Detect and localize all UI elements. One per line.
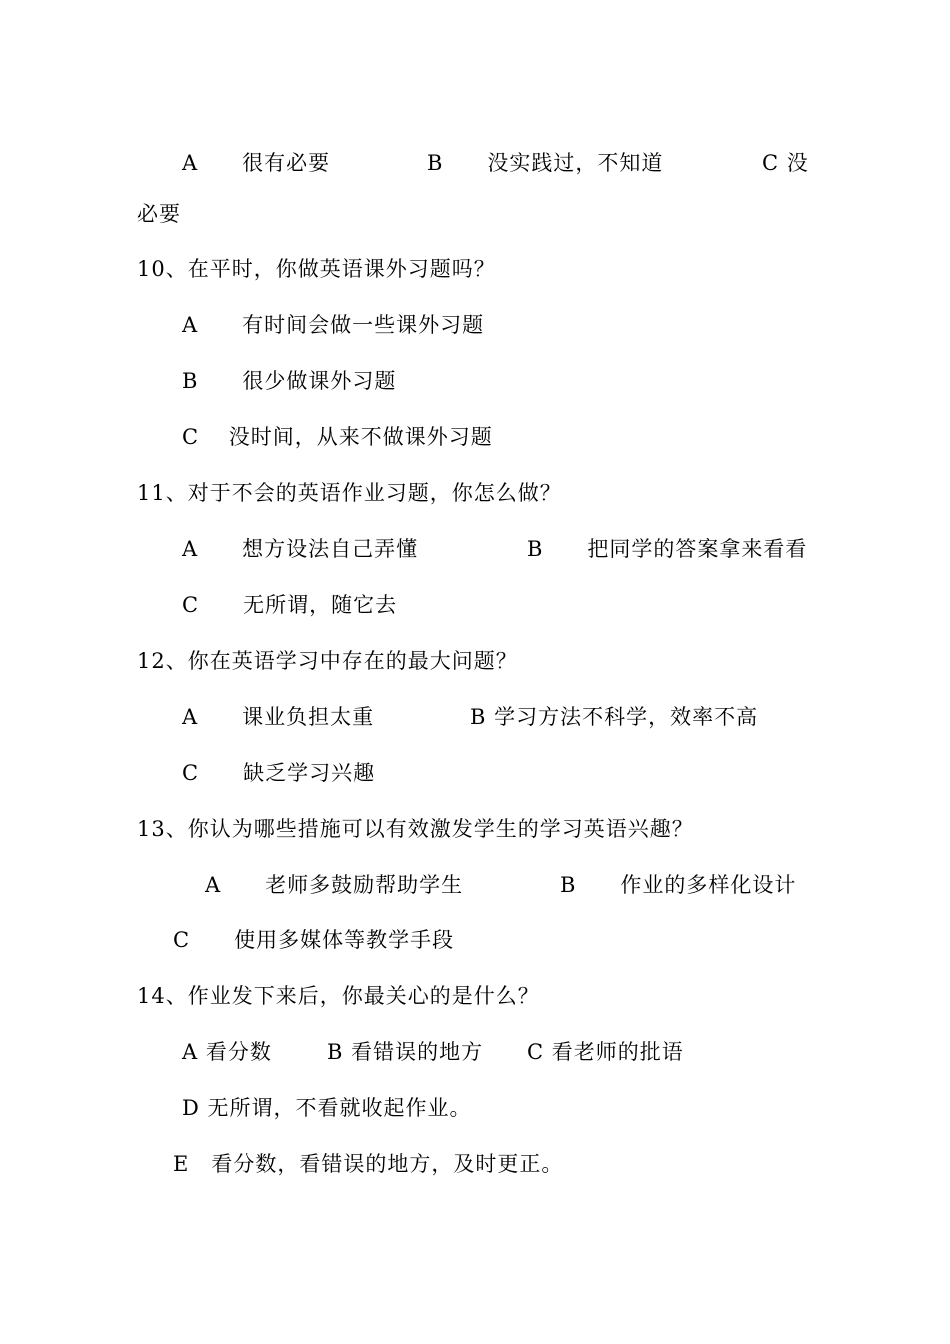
q9-option-c-continued: 必要 [137, 202, 181, 226]
q13-option-c: C 使用多媒体等教学手段 [173, 928, 455, 952]
question-12: 12、你在英语学习中存在的最大问题？ [137, 649, 518, 673]
q13-option-a: A 老师多鼓励帮助学生 [205, 873, 464, 897]
q12-option-c: C 缺乏学习兴趣 [182, 761, 376, 785]
q12-option-b: B 学习方法不科学，效率不高 [470, 705, 759, 729]
q11-option-a: A 想方设法自己弄懂 [182, 537, 419, 561]
question-13: 13、你认为哪些措施可以有效激发学生的学习英语兴趣？ [137, 817, 694, 841]
q12-option-a: A 课业负担太重 [182, 705, 375, 729]
q10-option-a: A 有时间会做一些课外习题 [182, 313, 485, 337]
q9-option-a: A 很有必要 [182, 151, 331, 175]
q11-option-c: C 无所谓，随它去 [182, 593, 398, 617]
q10-option-c: C 没时间，从来不做课外习题 [182, 425, 493, 449]
q9-option-b: B 没实践过，不知道 [427, 151, 664, 175]
q14-option-c: C 看老师的批语 [527, 1040, 684, 1064]
q14-option-e: E 看分数，看错误的地方，及时更正。 [173, 1152, 564, 1176]
q9-option-c: C 没 [762, 151, 809, 175]
question-11: 11、对于不会的英语作业习题，你怎么做？ [137, 481, 562, 505]
q14-option-b: B 看错误的地方 [327, 1040, 484, 1064]
q14-option-d: D 无所谓，不看就收起作业。 [182, 1096, 472, 1120]
q11-option-b: B 把同学的答案拿来看看 [527, 537, 808, 561]
q10-option-b: B 很少做课外习题 [182, 369, 397, 393]
question-10: 10、在平时，你做英语课外习题吗？ [137, 257, 496, 281]
q13-option-b: B 作业的多样化设计 [560, 873, 797, 897]
q14-option-a: A 看分数 [182, 1040, 272, 1064]
question-14: 14、作业发下来后，你最关心的是什么？ [137, 984, 540, 1008]
